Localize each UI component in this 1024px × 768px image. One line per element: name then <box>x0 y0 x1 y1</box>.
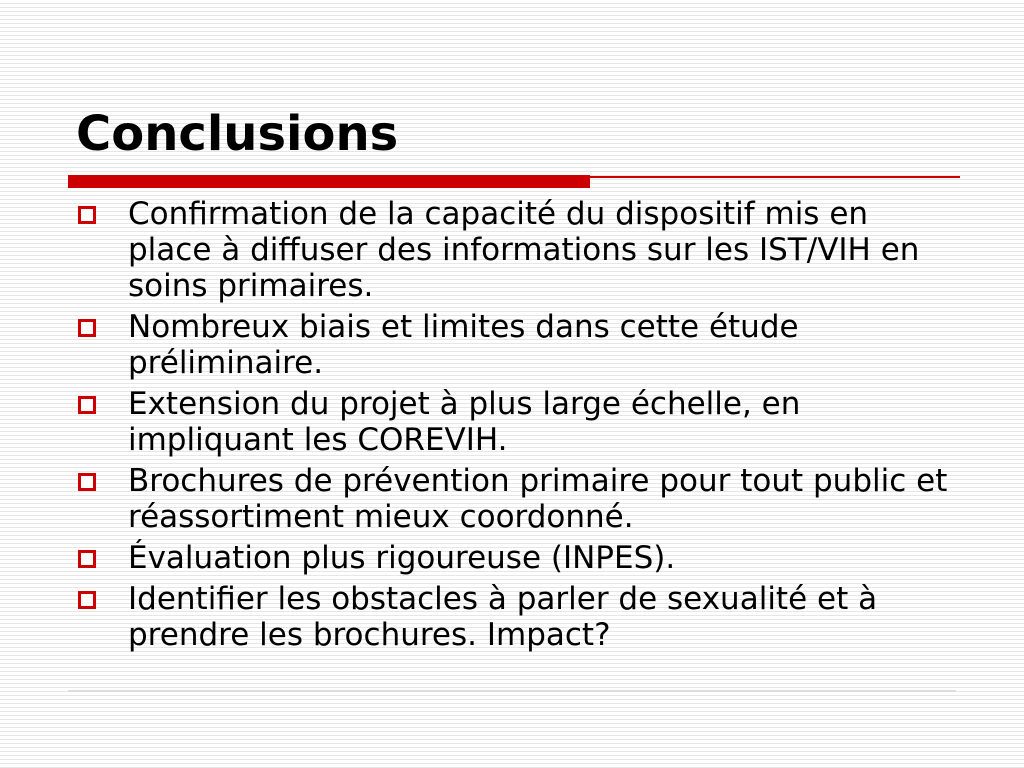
hollow-square-bullet-icon <box>78 206 96 224</box>
bullet-list <box>76 196 956 658</box>
hollow-square-bullet-icon <box>78 319 96 337</box>
hollow-square-bullet-icon <box>78 473 96 491</box>
bullet-text: Confirmation de la capacité du dispositif mis en place à diffuser des informations sur les IST/VIH en soins primaires. <box>128 196 920 304</box>
bullet-text: Nombreux biais et limites dans cette étude préliminaire. <box>128 309 799 381</box>
bullet-item <box>76 386 956 458</box>
bullet-text: Brochures de prévention primaire pour tout public et réassortiment mieux coordonné. <box>128 463 948 535</box>
hollow-square-bullet-icon <box>78 591 96 609</box>
title-underline-thin <box>590 176 960 178</box>
bullet-text: Évaluation plus rigoureuse (INPES). <box>128 540 676 576</box>
bullet-item <box>76 196 956 304</box>
footer-divider <box>68 690 956 692</box>
title-underline-thick <box>68 175 590 188</box>
hollow-square-bullet-icon <box>78 550 96 568</box>
bullet-item <box>76 581 956 653</box>
bullet-text: Extension du projet à plus large échelle, en impliquant les COREVIH. <box>128 386 801 458</box>
bullet-item <box>76 309 956 381</box>
slide-title: Conclusions <box>76 106 399 162</box>
hollow-square-bullet-icon <box>78 396 96 414</box>
bullet-text: Identifier les obstacles à parler de sexualité et à prendre les brochures. Impact? <box>128 581 878 653</box>
bullet-item <box>76 540 956 576</box>
bullet-item <box>76 463 956 535</box>
